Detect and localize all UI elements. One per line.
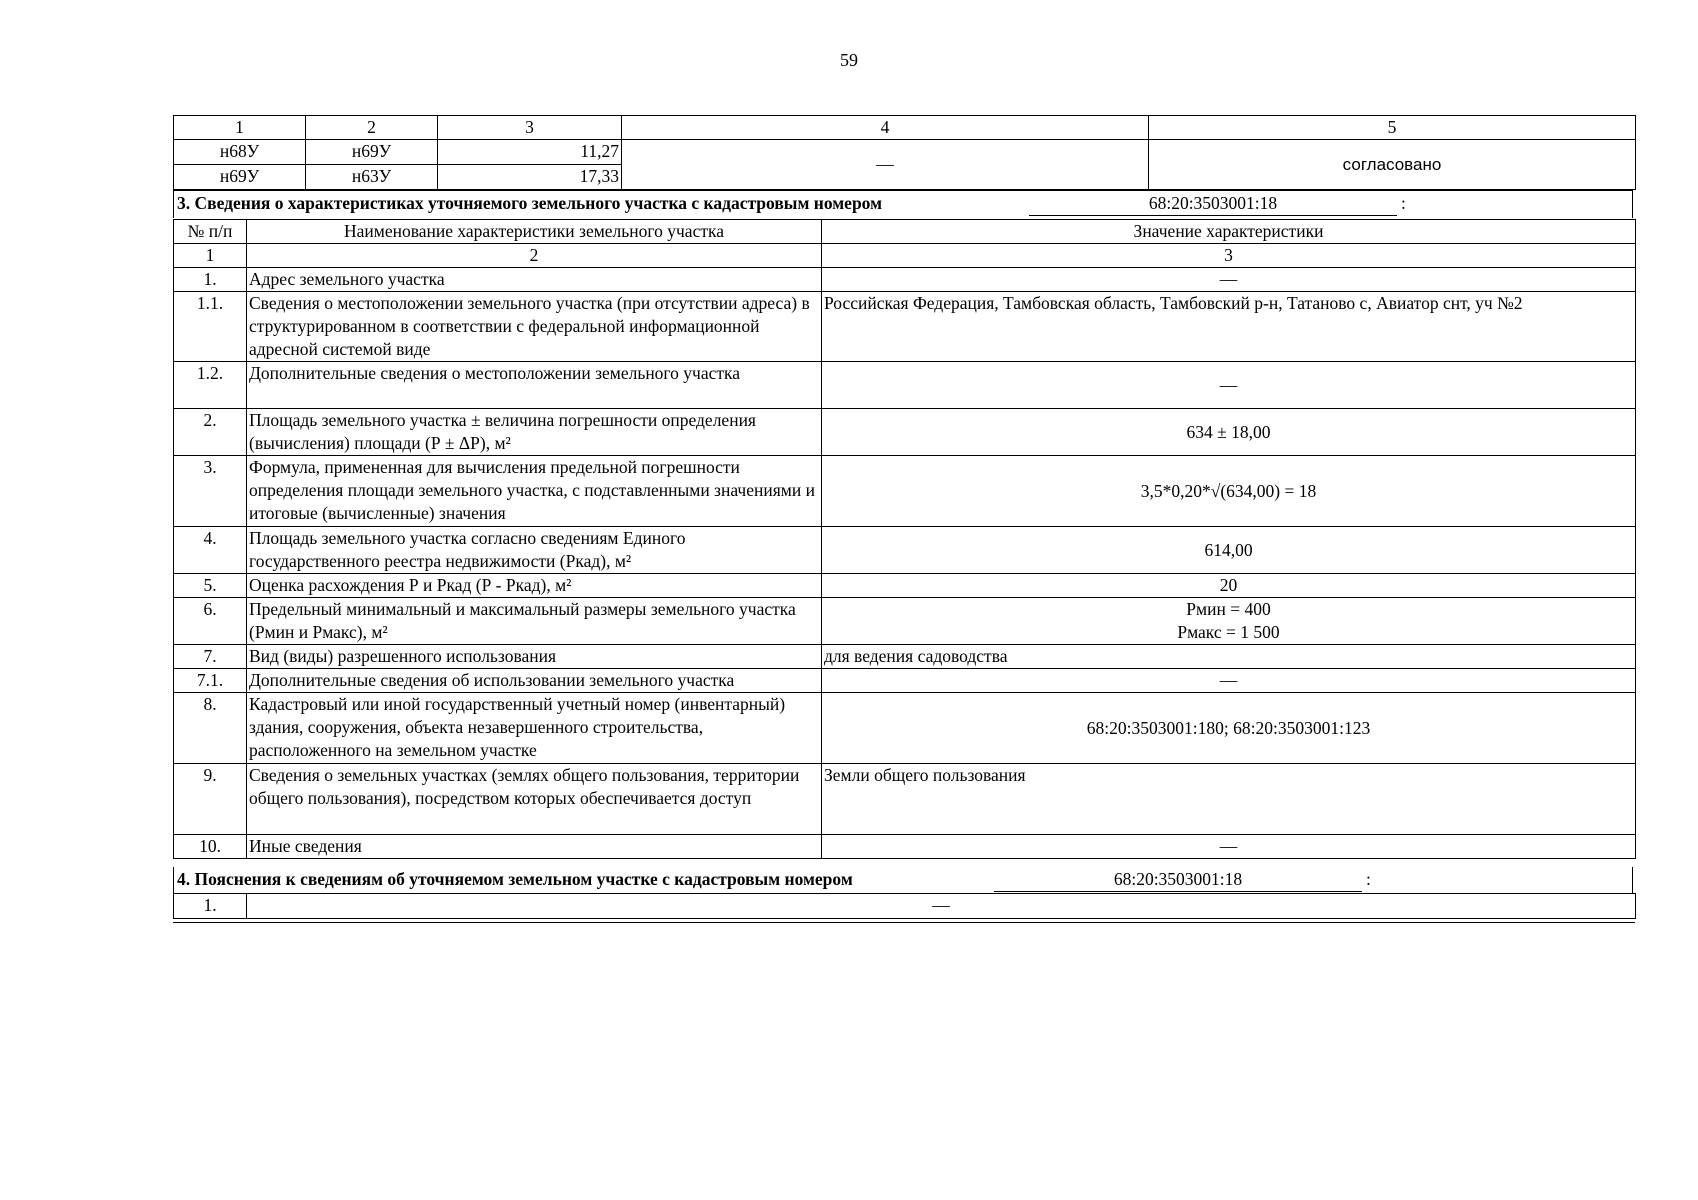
table-row [174, 292, 1636, 362]
row-number: 5. [174, 574, 247, 598]
point-from: н68У [174, 140, 306, 165]
characteristic-value: Российская Федерация, Тамбовская область, Тамбовский р-н, Татаново с, Авиатор снт, уч №2 [822, 292, 1636, 362]
cadastral-number: 68:20:3503001:18 [994, 867, 1362, 892]
characteristic-value: — [822, 835, 1636, 859]
cadastral-number: 68:20:3503001:18 [1029, 191, 1397, 216]
col-header: 1 [174, 116, 306, 140]
row-number: 8. [174, 693, 247, 764]
col-header: 3 [438, 116, 622, 140]
col-header: 5 [1149, 116, 1636, 140]
row-number: 3. [174, 456, 247, 527]
table-row [174, 362, 1636, 409]
section3-header [173, 190, 1633, 218]
row-number: 1.2. [174, 362, 247, 409]
characteristic-name: Формула, примененная для вычисления предельной погрешности определения площади земельного участка, с подставленными значениями и итоговые (вычисленные) значения [247, 456, 822, 527]
characteristic-name: Иные сведения [247, 835, 822, 859]
col-header: 4 [622, 116, 1149, 140]
table-bottom-rule [173, 922, 1635, 923]
characteristic-value: 634 ± 18,00 [822, 409, 1636, 456]
page-number: 59 [840, 50, 858, 70]
table-row [174, 456, 1636, 527]
explanations-table [173, 893, 1636, 919]
table-row [174, 268, 1636, 292]
point-to: н63У [306, 165, 438, 190]
characteristic-value: Земли общего пользования [822, 764, 1636, 835]
col-header: Наименование характеристики земельного участка [247, 220, 822, 244]
max-size: Рмакс = 1 500 [1177, 622, 1280, 642]
characteristic-name: Адрес земельного участка [247, 268, 822, 292]
row-number: 1.1. [174, 292, 247, 362]
characteristic-name: Дополнительные сведения о местоположении земельного участка [247, 362, 822, 409]
table-row [174, 409, 1636, 456]
characteristic-name: Сведения о земельных участках (землях общего пользования, территории общего пользования), посредством которых обеспечивается доступ [247, 764, 822, 835]
explanation-value: — [247, 894, 1636, 919]
table-row [174, 693, 1636, 764]
characteristic-name: Дополнительные сведения об использовании земельного участка [247, 669, 822, 693]
characteristic-name: Вид (виды) разрешенного использования [247, 645, 822, 669]
table-row [174, 574, 1636, 598]
characteristics-table [173, 219, 1636, 859]
table-row [174, 835, 1636, 859]
table-row [174, 764, 1636, 835]
col-number: 2 [247, 244, 822, 268]
table-number-row [174, 244, 1636, 268]
col4-value: — [622, 140, 1149, 190]
section-title: 3. Сведения о характеристиках уточняемого земельного участка с кадастровым номером [177, 193, 883, 213]
characteristic-name: Площадь земельного участка согласно сведениям Единого государственного реестра недвижимости (Ркад), м² [247, 527, 822, 574]
row-number: 6. [174, 598, 247, 645]
characteristic-name: Предельный минимальный и максимальный размеры земельного участка (Рмин и Рмакс), м² [247, 598, 822, 645]
row-number: 10. [174, 835, 247, 859]
characteristic-name: Кадастровый или иной государственный учетный номер (инвентарный) здания, сооружения, объекта незавершенного строительства, расположенного на земельном участке [247, 693, 822, 764]
characteristic-name: Площадь земельного участка ± величина погрешности определения (вычисления) площади (Р ± ΔР), м² [247, 409, 822, 456]
point-to: н69У [306, 140, 438, 165]
characteristic-name: Оценка расхождения Р и Ркад (Р - Ркад), м² [247, 574, 822, 598]
point-from: н69У [174, 165, 306, 190]
col-header: Значение характеристики [822, 220, 1636, 244]
row-number: 1. [174, 268, 247, 292]
min-size: Рмин = 400 [1186, 599, 1271, 619]
table-row [174, 894, 1636, 919]
characteristic-value: для ведения садоводства [822, 645, 1636, 669]
distance: 17,33 [438, 165, 622, 190]
characteristic-value: 614,00 [822, 527, 1636, 574]
col-header: № п/п [174, 220, 247, 244]
table-row [174, 527, 1636, 574]
characteristic-value: — [822, 669, 1636, 693]
row-number: 1. [174, 894, 247, 919]
table-row [174, 598, 1636, 645]
characteristic-value: 3,5*0,20*√(634,00) = 18 [822, 456, 1636, 527]
row-number: 2. [174, 409, 247, 456]
colon: : [1366, 869, 1371, 889]
section4-header [173, 867, 1633, 894]
col-number: 1 [174, 244, 247, 268]
table-row [174, 140, 1636, 165]
boundary-table [173, 115, 1636, 190]
row-number: 7.1. [174, 669, 247, 693]
characteristic-value: 68:20:3503001:180; 68:20:3503001:123 [822, 693, 1636, 764]
section-title: 4. Пояснения к сведениям об уточняемом земельном участке с кадастровым номером [177, 869, 853, 889]
characteristic-value: — [822, 268, 1636, 292]
row-number: 4. [174, 527, 247, 574]
table-header-row [174, 220, 1636, 244]
table-row [174, 669, 1636, 693]
col-number: 3 [822, 244, 1636, 268]
table-header-row [174, 116, 1636, 140]
table-row [174, 645, 1636, 669]
row-number: 7. [174, 645, 247, 669]
distance: 11,27 [438, 140, 622, 165]
colon: : [1401, 193, 1406, 213]
characteristic-value [822, 598, 1636, 645]
characteristic-name: Сведения о местоположении земельного участка (при отсутствии адреса) в структурированном в соответствии с федеральной информационной адресной системой виде [247, 292, 822, 362]
row-number: 9. [174, 764, 247, 835]
characteristic-value: — [822, 362, 1636, 409]
status-value: согласовано [1149, 140, 1636, 190]
characteristic-value: 20 [822, 574, 1636, 598]
col-header: 2 [306, 116, 438, 140]
